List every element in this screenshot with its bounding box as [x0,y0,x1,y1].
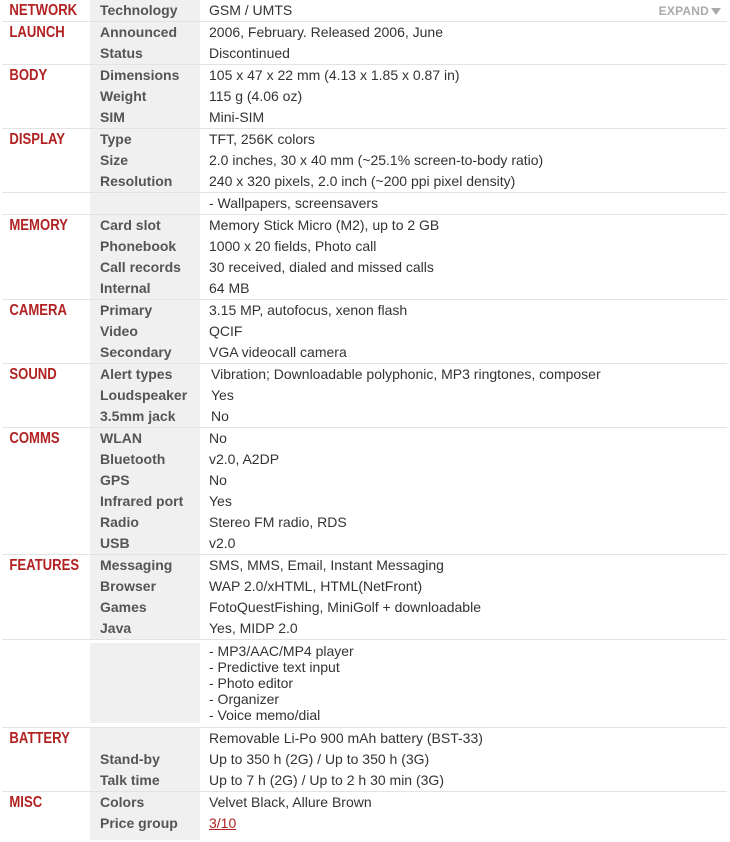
spec-value: Yes [209,493,232,509]
section-sound [2,363,727,427]
spec-label: Infrared port [90,491,200,512]
feature-item: - Voice memo/dial [209,707,321,723]
feature-item: - Organizer [209,691,280,707]
spec-value: v2.0 [209,535,236,551]
spec-label: Loudspeaker [90,385,200,406]
section-battery [2,727,727,791]
spec-value: Mini-SIM [209,109,265,125]
spec-label: Size [90,150,200,171]
spec-label: SIM [90,107,200,128]
spec-value: GSM / UMTS [209,2,293,18]
spec-label [90,643,200,723]
feature-item: - MP3/AAC/MP4 player [209,643,354,659]
specs-table [2,0,727,840]
spec-value: 115 g (4.06 oz) [209,88,303,104]
category-body: BODY [9,67,48,84]
spec-label: Technology [90,0,200,21]
spec-label: 3.5mm jack [90,406,200,427]
spec-value: No [211,408,229,424]
spec-value: Stereo FM radio, RDS [209,514,347,530]
spec-value: v2.0, A2DP [209,451,280,467]
spec-value: Vibration; Downloadable polyphonic, MP3 ringtones, composer [211,366,601,382]
spec-value: QCIF [209,323,243,339]
spec-label: Bluetooth [90,449,200,470]
spec-label: WLAN [90,428,200,449]
section-launch [2,21,727,64]
section-comms [2,427,727,554]
spec-value: Up to 7 h (2G) / Up to 2 h 30 min (3G) [209,772,444,788]
spec-label: Games [90,597,200,618]
spec-value: Removable Li-Po 900 mAh battery (BST-33) [209,730,483,746]
spec-label: Internal [90,278,200,299]
spec-label: Status [90,43,200,64]
spec-label: Announced [90,22,200,43]
spec-value: 240 x 320 pixels, 2.0 inch (~200 ppi pixel density) [209,173,516,189]
spec-value: 30 received, dialed and missed calls [209,259,434,275]
spec-label: Dimensions [90,65,200,86]
category-launch: LAUNCH [9,24,65,41]
spec-label: Alert types [90,364,200,385]
spec-label: Type [90,129,200,150]
spec-label: Price group [90,813,200,834]
spec-label: Stand-by [90,749,200,770]
triangle-down-icon [711,8,721,15]
category-memory: MEMORY [9,217,68,234]
spec-label [90,193,200,214]
section-memory [2,214,727,299]
section-misc [2,791,727,840]
category-comms: COMMS [9,430,60,447]
spec-label: Talk time [90,770,200,791]
spec-value: 2.0 inches, 30 x 40 mm (~25.1% screen-to-body ratio) [209,152,544,168]
spec-value: SMS, MMS, Email, Instant Messaging [209,557,444,573]
label-column-footer [90,834,200,840]
section-camera [2,299,727,363]
category-battery: BATTERY [9,730,70,747]
spec-value: Yes [211,387,234,403]
feature-list [200,643,727,723]
category-camera: CAMERA [9,302,67,319]
spec-value: Discontinued [209,45,290,61]
spec-label: Primary [90,300,200,321]
category-display: DISPLAY [9,131,66,148]
spec-value: 2006, February. Released 2006, June [209,24,444,40]
spec-value: Yes, MIDP 2.0 [209,620,298,636]
spec-label: Video [90,321,200,342]
spec-value: FotoQuestFishing, MiniGolf + downloadable [209,599,481,615]
price-group-link[interactable]: 3/10 [209,815,237,831]
section-network [2,0,727,21]
category-misc: MISC [9,794,43,811]
spec-label: Call records [90,257,200,278]
spec-value: Up to 350 h (2G) / Up to 350 h (3G) [209,751,430,767]
feature-item: - Predictive text input [209,659,340,675]
spec-value: - Wallpapers, screensavers [209,195,379,211]
spec-value: Memory Stick Micro (M2), up to 2 GB [209,217,440,233]
spec-value: WAP 2.0/xHTML, HTML(NetFront) [209,578,423,594]
spec-value: TFT, 256K colors [209,131,315,147]
section-body [2,64,727,128]
spec-label: Radio [90,512,200,533]
category-features: FEATURES [9,557,80,574]
spec-value: 3.15 MP, autofocus, xenon flash [209,302,408,318]
spec-value: No [209,472,227,488]
spec-value: 1000 x 20 fields, Photo call [209,238,377,254]
spec-label: GPS [90,470,200,491]
spec-label: Colors [90,792,200,813]
expand-label: EXPAND [658,4,709,18]
category-network: NETWORK [9,2,78,19]
spec-label: Phonebook [90,236,200,257]
spec-label [90,728,200,749]
spec-label: Secondary [90,342,200,363]
spec-label: Resolution [90,171,200,192]
expand-button[interactable] [659,4,721,18]
spec-label: Browser [90,576,200,597]
spec-value: 64 MB [209,280,250,296]
spec-label: Weight [90,86,200,107]
section-display [2,128,727,214]
spec-value: Velvet Black, Allure Brown [209,794,372,810]
spec-label: Java [90,618,200,639]
spec-label: USB [90,533,200,554]
category-sound: SOUND [9,366,57,383]
spec-value: 105 x 47 x 22 mm (4.13 x 1.85 x 0.87 in) [209,67,460,83]
spec-value: VGA videocall camera [209,344,347,360]
feature-item: - Photo editor [209,675,294,691]
spec-label: Messaging [90,555,200,576]
spec-value: No [209,430,227,446]
section-features [2,554,727,727]
spec-label: Card slot [90,215,200,236]
